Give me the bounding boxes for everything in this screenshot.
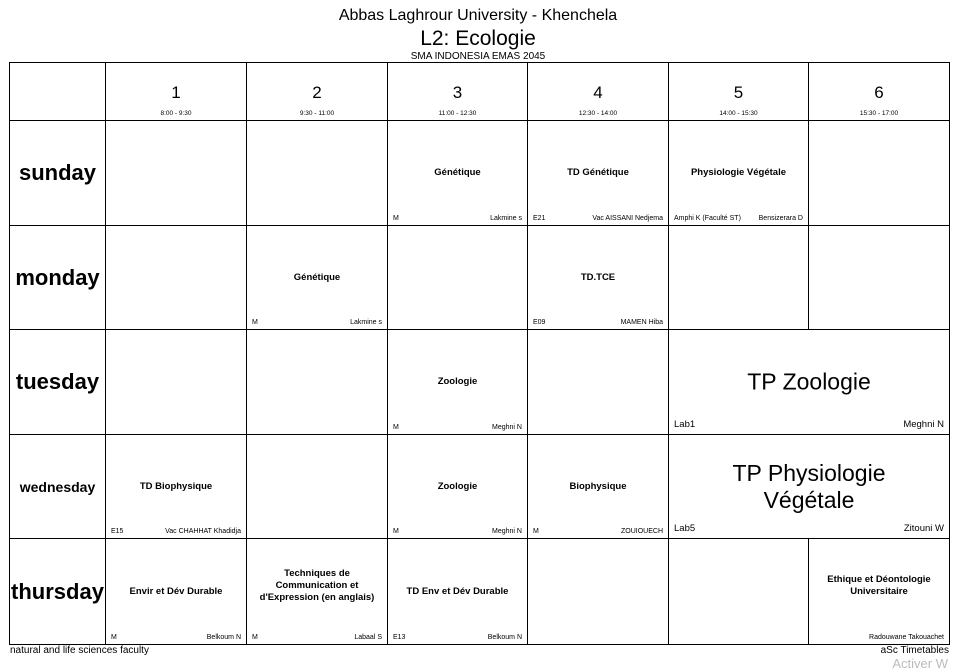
lesson-room: M: [252, 634, 258, 641]
lesson-room: E15: [111, 528, 124, 535]
lesson-subject: Génétique: [293, 271, 341, 283]
lesson-card: [246, 225, 388, 330]
period-time: 11:00 - 12:30: [438, 110, 477, 117]
lesson-teacher: ZOUIOUECH: [621, 528, 663, 535]
lesson-card: [808, 538, 950, 645]
lesson-card: [668, 120, 809, 226]
lesson-teacher: MAMEN Hiba: [620, 319, 663, 326]
lesson-card: [387, 434, 528, 539]
lesson-subject: Physiologie Végétale: [690, 167, 787, 178]
day-label: monday: [15, 264, 100, 290]
activation-watermark: Activer W: [892, 656, 948, 671]
period-header: [105, 62, 247, 121]
lesson-room: M: [393, 528, 399, 535]
lesson-subject: TD Env et Dév Durable: [406, 585, 509, 597]
period-number: 2: [312, 83, 322, 102]
lesson-card: [387, 538, 528, 645]
lesson-card: [387, 329, 528, 435]
lesson-subject: Zoologie: [437, 480, 478, 492]
period-number: 5: [733, 83, 744, 102]
lesson-teacher: Belkoum N: [487, 634, 522, 641]
day-label: wednesday: [19, 478, 96, 495]
lesson-teacher: Meghni N: [903, 419, 944, 430]
empty-slot: [527, 538, 669, 645]
day-label: tuesday: [15, 369, 100, 394]
lesson-teacher: Labaal S: [354, 634, 382, 641]
empty-slot: [246, 434, 388, 539]
period-time: 12:30 - 14:00: [578, 110, 618, 117]
period-number: 1: [171, 83, 181, 102]
lesson-subject: TD Génétique: [567, 167, 629, 178]
lesson-teacher: Vac CHAHHAT Khadidja: [165, 528, 241, 535]
day-label: sunday: [18, 160, 97, 185]
lesson-teacher: Meghni N: [492, 528, 522, 535]
period-time: 14:00 - 15:30: [719, 110, 758, 117]
class-subtitle: SMA INDONESIA EMAS 2045: [410, 51, 546, 62]
period-time: 8:00 - 9:30: [160, 110, 192, 117]
lesson-teacher: Belkoum N: [206, 634, 241, 641]
lesson-teacher: Lakmine s: [350, 319, 382, 326]
lesson-card: [527, 120, 669, 226]
lesson-room: Amphi K (Faculté ST): [674, 215, 741, 222]
lesson-teacher: Lakmine s: [490, 215, 522, 222]
empty-slot: [105, 120, 247, 226]
lesson-card: [527, 225, 669, 330]
lesson-room: Lab5: [674, 523, 696, 534]
period-header: [808, 62, 950, 121]
empty-slot: [105, 329, 247, 435]
lesson-teacher: Radouwane Takouachet: [869, 634, 944, 641]
lesson-room: M: [533, 528, 539, 535]
lesson-subject: TP Physiologie Végétale: [732, 459, 886, 513]
footer-software: aSc Timetables: [880, 645, 949, 656]
period-number: 4: [593, 83, 603, 102]
empty-slot: [808, 225, 950, 330]
lesson-room: E09: [533, 319, 546, 326]
empty-slot: [246, 329, 388, 435]
period-header: [387, 62, 528, 121]
lesson-subject: Zoologie: [437, 376, 478, 387]
empty-slot: [105, 225, 247, 330]
timetable-grid: [9, 62, 949, 644]
lesson-room: M: [111, 634, 117, 641]
lesson-teacher: Meghni N: [492, 424, 522, 431]
school-name: Abbas Laghrour University - Khenchela: [338, 7, 618, 24]
period-number: 3: [452, 83, 463, 102]
empty-slot: [527, 329, 669, 435]
lesson-subject: TP Zoologie: [747, 368, 871, 395]
day-label-cell: [9, 329, 106, 435]
day-label-cell: [9, 120, 106, 226]
lesson-subject: Biophysique: [569, 480, 627, 492]
lesson-room: M: [393, 424, 399, 431]
lesson-room: E13: [393, 634, 406, 641]
period-time: 9:30 - 11:00: [299, 110, 335, 117]
period-header: [668, 62, 809, 121]
empty-slot: [668, 538, 809, 645]
day-label: thursday: [11, 578, 104, 604]
period-header: [246, 62, 388, 121]
empty-slot: [808, 120, 950, 226]
lesson-card: [527, 434, 669, 539]
lesson-card: [387, 120, 528, 226]
lesson-room: Lab1: [674, 419, 696, 430]
empty-slot: [246, 120, 388, 226]
lesson-card: [105, 538, 247, 645]
lesson-subject: TD.TCE: [580, 271, 616, 283]
period-time: 15:30 - 17:00: [859, 110, 899, 117]
class-title: L2: Ecologie: [420, 27, 536, 50]
corner-cell: [9, 62, 106, 121]
lesson-card: [246, 538, 388, 645]
day-label-cell: [9, 538, 106, 645]
lesson-room: M: [393, 215, 399, 222]
lesson-card: [105, 434, 247, 539]
lesson-room: M: [252, 319, 258, 326]
lesson-subject: Génétique: [434, 167, 481, 178]
lesson-subject: Ethique et Déontologie Universitaire: [827, 574, 931, 598]
period-number: 6: [874, 83, 884, 102]
day-label-cell: [9, 434, 106, 539]
lesson-teacher: Zitouni W: [903, 523, 944, 534]
lesson-subject: TD Biophysique: [139, 480, 213, 492]
lesson-card: [668, 329, 950, 435]
period-header: [527, 62, 669, 121]
footer-faculty: natural and life sciences faculty: [10, 645, 149, 656]
lesson-card: [668, 434, 950, 539]
lesson-subject: Envir et Dév Durable: [129, 585, 223, 597]
empty-slot: [668, 225, 809, 330]
day-label-cell: [9, 225, 106, 330]
lesson-room: E21: [533, 215, 546, 222]
empty-slot: [387, 225, 528, 330]
lesson-teacher: Bensizerara D: [758, 215, 803, 222]
lesson-subject: Techniques de Communication et d'Expression (en anglais): [259, 568, 375, 604]
lesson-teacher: Vac AISSANI Nedjema: [592, 215, 663, 222]
